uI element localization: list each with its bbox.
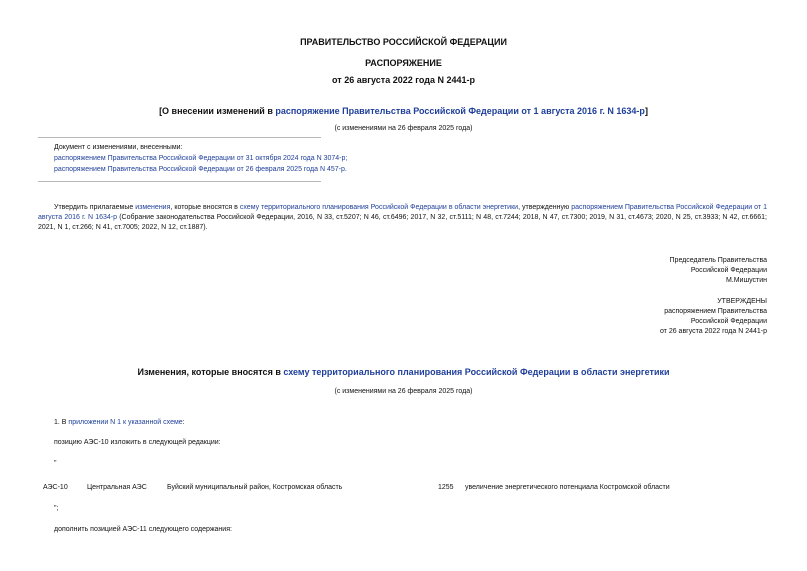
approved-heading: УТВЕРЖДЕНЫ (717, 298, 767, 305)
item-1-prefix: 1. В (54, 419, 69, 426)
divider-bottom (38, 181, 321, 182)
p1-text-b: , которые вносятся в (170, 204, 240, 211)
approved-date: от 26 августа 2022 года N 2441-р (659, 328, 767, 335)
table-cell-location: Буйский муниципальный район, Костромская область (167, 484, 343, 491)
table-cell-purpose: увеличение энергетического потенциала Костромской области (465, 484, 670, 491)
signatory-country: Российской Федерации (690, 267, 767, 274)
changes-title (0, 367, 807, 377)
item-1-suffix: : (182, 419, 185, 426)
appendix-link[interactable]: приложении N 1 к указанной схеме (68, 419, 183, 426)
signatory-title: Председатель Правительства (669, 257, 767, 264)
signatory-name: М.Мишустин (725, 277, 767, 284)
order-link[interactable]: распоряжением Правительства Российской Федерации от 1 августа 2016 г. N 1634-р (38, 204, 768, 221)
close-quote: "; (54, 505, 59, 512)
amendment-link-2[interactable]: распоряжением Правительства Российской Федерации от 26 февраля 2025 года N 457-р. (54, 166, 347, 173)
changes-title-link[interactable]: схему территориального планирования Российской Федерации в области энергетики (283, 367, 670, 377)
document-date-number: от 26 августа 2022 года N 2441-р (332, 75, 475, 85)
scheme-link[interactable]: схему территориального планирования Российской Федерации в области энергетики (239, 204, 519, 211)
changes-link[interactable]: изменения (135, 204, 171, 211)
approved-country: Российской Федерации (690, 318, 767, 325)
amendments-intro: Документ с изменениями, внесенными: (54, 144, 183, 151)
amendment-link-1[interactable]: распоряжением Правительства Российской Федерации от 31 октября 2024 года N 3074-р; (54, 155, 348, 162)
title-prefix: [О внесении изменений в (159, 106, 276, 116)
changes-revision-note: (с изменениями на 26 февраля 2025 года) (334, 388, 473, 395)
table-cell-code: АЭС-10 (43, 484, 68, 491)
table-cell-name: Центральная АЭС (87, 484, 147, 491)
add-position-instruction: дополнить позицией АЭС-11 следующего содержания: (54, 526, 232, 533)
p1-text-c: , утвержденную (518, 204, 572, 211)
item-1 (54, 419, 185, 426)
document-title (0, 106, 807, 116)
p1-text-d: (Собрание законодательства Российской Федерации, 2016, N 33, ст.5207; N 46, ст.6496; 2017, N 32, ст.5111; N 48, ст.7244; 2018, N 47, ст.7300; 2019, N 31, ст.4673; 2020, N 25, ст.3933; N 42, ст.6661; 2021, N 1, ст.266; N 41, ст.7005; 2022, N 12, ст.1887). (38, 214, 767, 231)
p1-text-a: Утвердить прилагаемые (54, 204, 136, 211)
divider-top (38, 137, 321, 138)
open-quote: " (54, 460, 57, 467)
changes-title-prefix: Изменения, которые вносятся в (137, 367, 284, 377)
title-link[interactable]: распоряжение Правительства Российской Федерации от 1 августа 2016 г. N 1634-р (275, 106, 645, 116)
government-heading: ПРАВИТЕЛЬСТВО РОССИЙСКОЙ ФЕДЕРАЦИИ (300, 37, 507, 47)
main-paragraph (38, 203, 767, 233)
position-instruction: позицию АЭС-10 изложить в следующей редакции: (54, 439, 221, 446)
title-suffix: ] (644, 106, 648, 116)
approved-by: распоряжением Правительства (664, 308, 767, 315)
document-type: РАСПОРЯЖЕНИЕ (365, 58, 442, 68)
table-cell-capacity: 1255 (438, 484, 454, 491)
revision-note: (с изменениями на 26 февраля 2025 года) (334, 125, 473, 132)
